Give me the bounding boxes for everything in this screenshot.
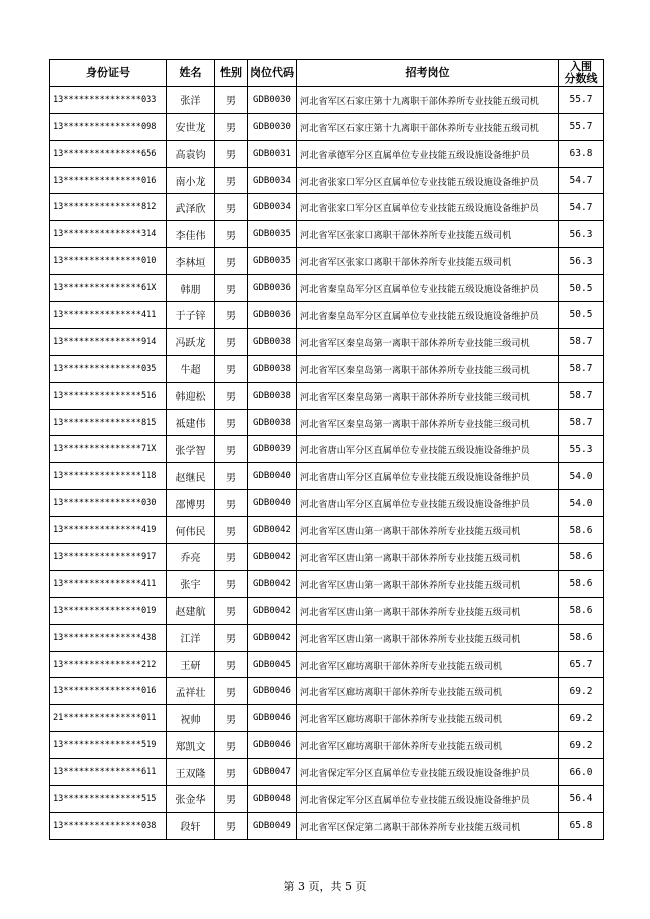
cell-position-code: GDB0036 [248,275,297,302]
cell-score-line: 54.0 [559,463,604,490]
table-row [50,355,604,382]
cell-id-number: 13***************516 [50,382,167,409]
cell-gender: 男 [215,678,248,705]
cell-position-code: GDB0038 [248,382,297,409]
cell-position-code: GDB0046 [248,705,297,732]
cell-gender: 男 [215,140,248,167]
cell-position: 河北省秦皇岛军分区直属单位专业技能五级设施设备维护员 [297,275,559,302]
cell-position-code: GDB0049 [248,812,297,839]
cell-name: 张洋 [167,86,215,113]
cell-position-code: GDB0042 [248,597,297,624]
cell-position-code: GDB0048 [248,786,297,813]
cell-score-line: 58.7 [559,328,604,355]
cell-gender: 男 [215,544,248,571]
cell-score-line: 50.5 [559,302,604,329]
cell-score-line: 58.6 [559,570,604,597]
table-row [50,302,604,329]
cell-position-code: GDB0047 [248,759,297,786]
cell-id-number: 13***************914 [50,328,167,355]
cell-name: 王研 [167,651,215,678]
cell-score-line: 56.3 [559,248,604,275]
cell-name: 安世龙 [167,113,215,140]
header-gender: 性别 [215,60,248,87]
cell-score-line: 55.3 [559,436,604,463]
table-row [50,113,604,140]
header-name: 姓名 [167,60,215,87]
cell-gender: 男 [215,86,248,113]
cell-score-line: 58.6 [559,517,604,544]
table-row [50,221,604,248]
page-number: 第 3 页，共 5 页 [283,880,367,893]
cell-gender: 男 [215,436,248,463]
cell-gender: 男 [215,221,248,248]
table-row [50,382,604,409]
table-row [50,490,604,517]
cell-gender: 男 [215,248,248,275]
cell-position: 河北省张家口军分区直属单位专业技能五级设施设备维护员 [297,167,559,194]
cell-name: 邵博男 [167,490,215,517]
cell-name: 张学智 [167,436,215,463]
cell-position: 河北省军区秦皇岛第一离职干部休养所专业技能三级司机 [297,409,559,436]
table-row [50,140,604,167]
cell-id-number: 13***************118 [50,463,167,490]
cell-position: 河北省军区唐山第一离职干部休养所专业技能五级司机 [297,517,559,544]
table-row [50,86,604,113]
cell-gender: 男 [215,705,248,732]
cell-position: 河北省张家口军分区直属单位专业技能五级设施设备维护员 [297,194,559,221]
cell-name: 赵建航 [167,597,215,624]
cell-position-code: GDB0039 [248,436,297,463]
cell-position: 河北省秦皇岛军分区直属单位专业技能五级设施设备维护员 [297,302,559,329]
cell-position-code: GDB0034 [248,167,297,194]
table-row [50,436,604,463]
cell-id-number: 13***************61X [50,275,167,302]
cell-position: 河北省承德军分区直属单位专业技能五级设施设备维护员 [297,140,559,167]
cell-position-code: GDB0042 [248,517,297,544]
cell-id-number: 13***************411 [50,570,167,597]
cell-position: 河北省军区廊坊离职干部休养所专业技能五级司机 [297,705,559,732]
cell-gender: 男 [215,328,248,355]
cell-id-number: 13***************010 [50,248,167,275]
cell-score-line: 69.2 [559,732,604,759]
cell-name: 张金华 [167,786,215,813]
cell-gender: 男 [215,570,248,597]
cell-gender: 男 [215,812,248,839]
cell-position: 河北省军区秦皇岛第一离职干部休养所专业技能三级司机 [297,382,559,409]
cell-position: 河北省军区唐山第一离职干部休养所专业技能五级司机 [297,624,559,651]
cell-position-code: GDB0036 [248,302,297,329]
cell-id-number: 13***************515 [50,786,167,813]
header-row [50,60,604,87]
cell-position: 河北省军区张家口离职干部休养所专业技能五级司机 [297,221,559,248]
cell-gender: 男 [215,167,248,194]
cell-gender: 男 [215,597,248,624]
table-row [50,328,604,355]
cell-name: 郑凯文 [167,732,215,759]
cell-position: 河北省军区唐山第一离职干部休养所专业技能五级司机 [297,544,559,571]
cell-name: 高袁钧 [167,140,215,167]
table-row [50,570,604,597]
table-row [50,678,604,705]
cell-id-number: 13***************019 [50,597,167,624]
cell-position-code: GDB0046 [248,732,297,759]
table-row [50,624,604,651]
cell-id-number: 13***************815 [50,409,167,436]
cell-score-line: 65.8 [559,812,604,839]
cell-score-line: 58.7 [559,355,604,382]
cell-id-number: 13***************519 [50,732,167,759]
cell-id-number: 13***************411 [50,302,167,329]
cell-name: 孟祥壮 [167,678,215,705]
cell-id-number: 21***************011 [50,705,167,732]
cell-score-line: 56.3 [559,221,604,248]
cell-score-line: 65.7 [559,651,604,678]
cell-position-code: GDB0042 [248,544,297,571]
cell-score-line: 58.6 [559,624,604,651]
table-row [50,275,604,302]
cell-score-line: 66.0 [559,759,604,786]
cell-name: 冯跃龙 [167,328,215,355]
cell-position-code: GDB0035 [248,221,297,248]
cell-score-line: 58.6 [559,597,604,624]
table-row [50,651,604,678]
cell-score-line: 55.7 [559,86,604,113]
cell-position-code: GDB0038 [248,355,297,382]
table-row [50,463,604,490]
cell-position-code: GDB0038 [248,328,297,355]
cell-position: 河北省军区秦皇岛第一离职干部休养所专业技能三级司机 [297,355,559,382]
cell-id-number: 13***************035 [50,355,167,382]
cell-gender: 男 [215,194,248,221]
cell-position: 河北省军区廊坊离职干部休养所专业技能五级司机 [297,678,559,705]
cell-score-line: 69.2 [559,705,604,732]
cell-name: 张宇 [167,570,215,597]
cell-gender: 男 [215,463,248,490]
cell-name: 江洋 [167,624,215,651]
cell-id-number: 13***************038 [50,812,167,839]
cell-gender: 男 [215,302,248,329]
cell-position-code: GDB0042 [248,570,297,597]
cell-position-code: GDB0030 [248,86,297,113]
cell-gender: 男 [215,355,248,382]
table-row [50,248,604,275]
cell-name: 牛超 [167,355,215,382]
cell-position-code: GDB0040 [248,490,297,517]
cell-name: 韩迎松 [167,382,215,409]
table-row [50,544,604,571]
results-table [49,59,604,840]
cell-position-code: GDB0035 [248,248,297,275]
cell-position-code: GDB0042 [248,624,297,651]
cell-position-code: GDB0046 [248,678,297,705]
cell-id-number: 13***************016 [50,678,167,705]
cell-gender: 男 [215,113,248,140]
cell-score-line: 50.5 [559,275,604,302]
cell-id-number: 13***************419 [50,517,167,544]
cell-gender: 男 [215,517,248,544]
cell-score-line: 58.6 [559,544,604,571]
cell-position: 河北省军区唐山第一离职干部休养所专业技能五级司机 [297,597,559,624]
table-row [50,705,604,732]
cell-position: 河北省唐山军分区直属单位专业技能五级设施设备维护员 [297,463,559,490]
cell-id-number: 13***************030 [50,490,167,517]
cell-name: 李佳伟 [167,221,215,248]
cell-position-code: GDB0030 [248,113,297,140]
cell-position: 河北省军区石家庄第十九离职干部休养所专业技能五级司机 [297,86,559,113]
cell-id-number: 13***************314 [50,221,167,248]
header-score-line [559,60,604,87]
cell-name: 于子锌 [167,302,215,329]
header-position-code: 岗位代码 [248,60,297,87]
table-row [50,732,604,759]
cell-name: 祗建伟 [167,409,215,436]
cell-gender: 男 [215,275,248,302]
cell-name: 韩朋 [167,275,215,302]
cell-position-code: GDB0034 [248,194,297,221]
cell-gender: 男 [215,409,248,436]
cell-position: 河北省保定军分区直属单位专业技能五级设施设备维护员 [297,786,559,813]
cell-position-code: GDB0038 [248,409,297,436]
cell-name: 李林垣 [167,248,215,275]
cell-score-line: 58.7 [559,382,604,409]
table-row [50,409,604,436]
cell-score-line: 69.2 [559,678,604,705]
cell-id-number: 13***************71X [50,436,167,463]
cell-name: 乔亮 [167,544,215,571]
cell-gender: 男 [215,759,248,786]
cell-gender: 男 [215,490,248,517]
cell-position: 河北省唐山军分区直属单位专业技能五级设施设备维护员 [297,490,559,517]
cell-score-line: 54.7 [559,167,604,194]
cell-score-line: 63.8 [559,140,604,167]
cell-score-line: 55.7 [559,113,604,140]
table-row [50,194,604,221]
cell-id-number: 13***************917 [50,544,167,571]
header-score-line-2: 分数线 [564,71,598,85]
cell-score-line: 54.0 [559,490,604,517]
cell-position: 河北省军区石家庄第十九离职干部休养所专业技能五级司机 [297,113,559,140]
cell-gender: 男 [215,786,248,813]
cell-gender: 男 [215,651,248,678]
cell-id-number: 13***************212 [50,651,167,678]
cell-id-number: 13***************016 [50,167,167,194]
header-id: 身份证号 [50,60,167,87]
cell-score-line: 56.4 [559,786,604,813]
cell-position: 河北省唐山军分区直属单位专业技能五级设施设备维护员 [297,436,559,463]
cell-id-number: 13***************611 [50,759,167,786]
cell-position: 河北省军区廊坊离职干部休养所专业技能五级司机 [297,651,559,678]
cell-name: 祝帅 [167,705,215,732]
cell-score-line: 54.7 [559,194,604,221]
cell-position-code: GDB0031 [248,140,297,167]
cell-position: 河北省军区唐山第一离职干部休养所专业技能五级司机 [297,570,559,597]
cell-score-line: 58.7 [559,409,604,436]
cell-gender: 男 [215,624,248,651]
cell-name: 南小龙 [167,167,215,194]
cell-position: 河北省军区张家口离职干部休养所专业技能五级司机 [297,248,559,275]
cell-position: 河北省军区秦皇岛第一离职干部休养所专业技能三级司机 [297,328,559,355]
cell-id-number: 13***************438 [50,624,167,651]
table-row [50,517,604,544]
cell-id-number: 13***************033 [50,86,167,113]
cell-position-code: GDB0040 [248,463,297,490]
table-row [50,759,604,786]
cell-position-code: GDB0045 [248,651,297,678]
cell-name: 王双隆 [167,759,215,786]
cell-position: 河北省保定军分区直属单位专业技能五级设施设备维护员 [297,759,559,786]
table-row [50,786,604,813]
header-position: 招考岗位 [297,60,559,87]
cell-name: 何伟民 [167,517,215,544]
cell-gender: 男 [215,382,248,409]
cell-position: 河北省军区廊坊离职干部休养所专业技能五级司机 [297,732,559,759]
table-row [50,167,604,194]
table-row [50,812,604,839]
cell-name: 段轩 [167,812,215,839]
cell-gender: 男 [215,732,248,759]
cell-name: 武泽欣 [167,194,215,221]
cell-id-number: 13***************656 [50,140,167,167]
table-row [50,597,604,624]
header-score-line-1: 入围 [570,59,592,73]
cell-name: 赵继民 [167,463,215,490]
cell-id-number: 13***************098 [50,113,167,140]
cell-position: 河北省军区保定第二离职干部休养所专业技能五级司机 [297,812,559,839]
cell-id-number: 13***************812 [50,194,167,221]
